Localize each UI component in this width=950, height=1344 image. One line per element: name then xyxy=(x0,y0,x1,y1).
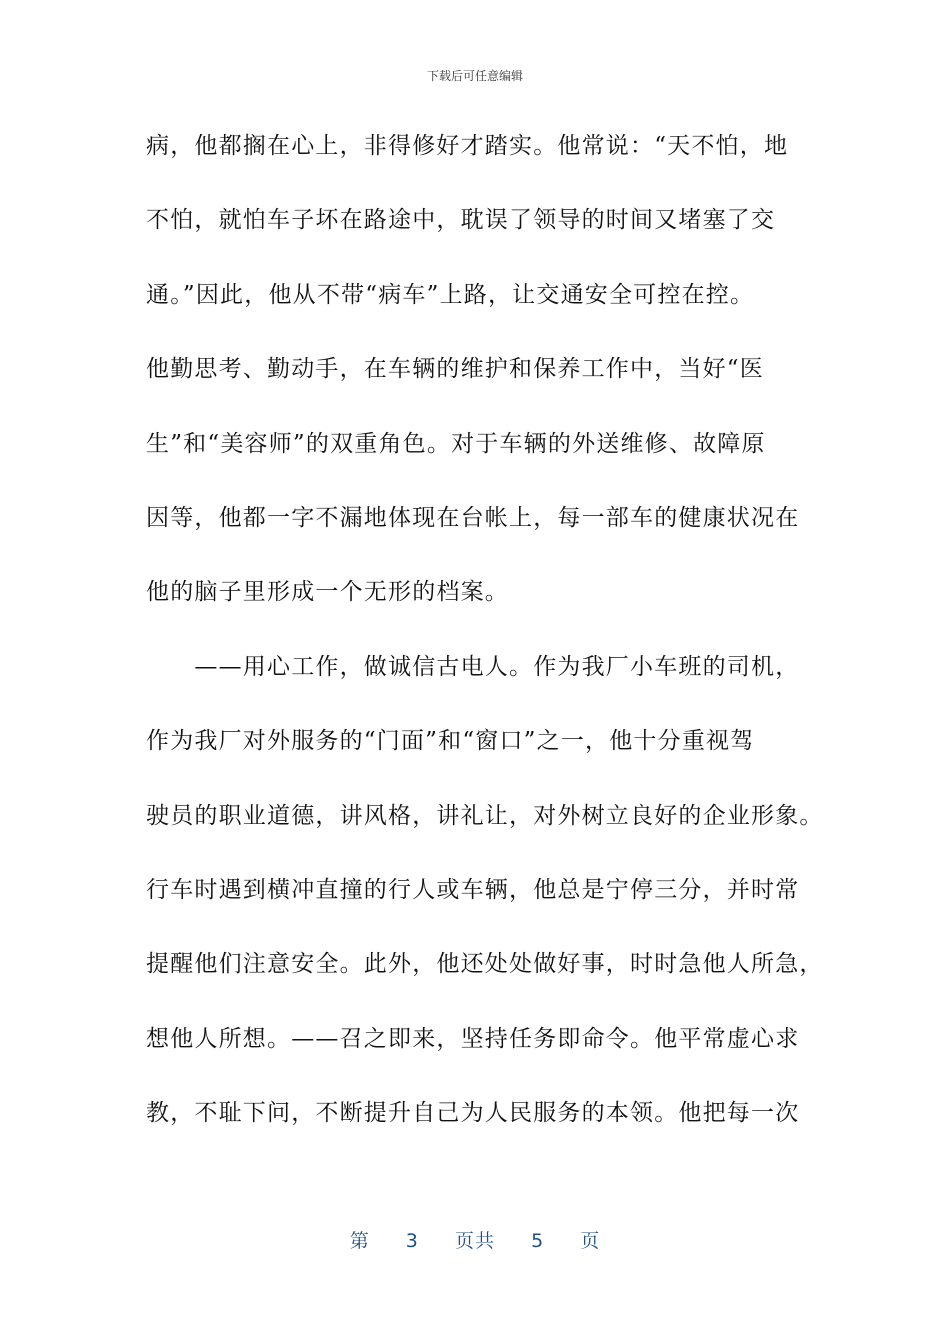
page-footer xyxy=(0,1226,950,1253)
text-line: 因等，他都一字不漏地体现在台帐上，每一部车的健康状况在 xyxy=(146,504,800,531)
footer-middle: 页共 xyxy=(454,1230,495,1252)
text-line: 他的脑子里形成一个无形的档案。 xyxy=(146,579,509,606)
footer-prefix: 第 xyxy=(349,1230,370,1252)
text-line: 病，他都搁在心上，非得修好才踏实。他常说：“天不怕，地 xyxy=(146,133,789,159)
text-line: 通。”因此，他从不带“病车”上路，让交通安全可控在控。 xyxy=(146,281,755,308)
text-line: 驶员的职业道德，讲风格，讲礼让，对外树立良好的企业形象。 xyxy=(146,802,824,829)
footer-total-pages: 5 xyxy=(531,1230,545,1252)
footer-suffix: 页 xyxy=(580,1230,601,1252)
text-line: 行车时遇到横冲直撞的行人或车辆，他总是宁停三分，并时常 xyxy=(146,876,800,903)
text-line: 提醒他们注意安全。此外，他还处处做好事，时时急他人所急， xyxy=(146,951,824,978)
text-line: ——用心工作，做诚信古电人。作为我厂小车班的司机， xyxy=(146,653,800,680)
text-line: 教，不耻下问，不断提升自己为人民服务的本领。他把每一次 xyxy=(146,1100,800,1127)
text-line: 作为我厂对外服务的“门面”和“窗口”之一，他十分重视驾 xyxy=(146,728,755,755)
page-header: 下载后可任意编辑 xyxy=(426,69,523,83)
footer-current-page: 3 xyxy=(405,1230,419,1252)
body-text xyxy=(146,126,826,1167)
text-line: 他勤思考、勤动手，在车辆的维护和保养工作中，当好“医 xyxy=(146,356,764,383)
text-line: 生”和“美容师”的双重角色。对于车辆的外送维修、故障原 xyxy=(146,430,766,457)
text-line: 想他人所想。——召之即来，坚持任务即命令。他平常虚心求 xyxy=(146,1025,800,1052)
text-line: 不怕，就怕车子坏在路途中，耽误了领导的时间又堵塞了交 xyxy=(146,207,776,234)
